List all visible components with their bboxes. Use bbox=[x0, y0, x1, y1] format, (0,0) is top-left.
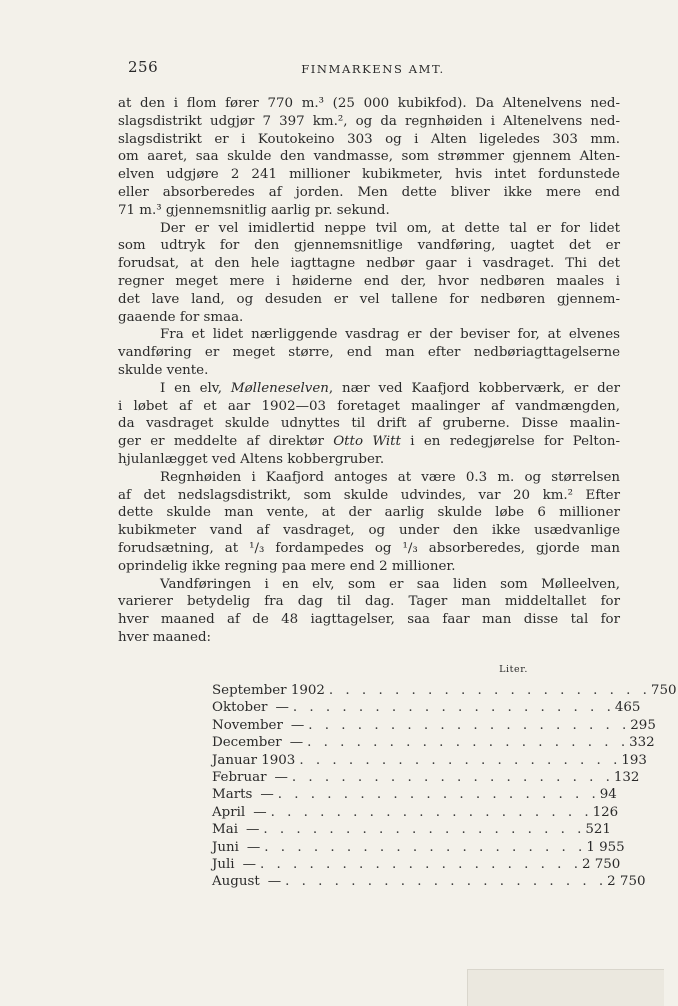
dot-leader: . . . . . . . . . . . . . . . . . . . . bbox=[299, 752, 622, 768]
body-text bbox=[118, 95, 620, 647]
liter-value: 465 bbox=[614, 700, 641, 716]
paragraph bbox=[118, 326, 620, 379]
line-box bbox=[118, 95, 620, 113]
line-box bbox=[118, 309, 620, 327]
text-line: i løbet af et aar 1902—03 foretaget maalinger af vandmængden, bbox=[118, 398, 620, 414]
dot-leader: . . . . . . . . . . . . . . . . . . . . bbox=[277, 787, 600, 803]
line-box bbox=[118, 184, 620, 202]
ditto-mark: — bbox=[275, 700, 289, 716]
page-number: 256 bbox=[128, 58, 159, 76]
page-header bbox=[118, 58, 628, 82]
text-line: oprindelig ikke regning paa mere end 2 millioner. bbox=[118, 558, 456, 574]
line-box bbox=[118, 522, 620, 540]
table-row bbox=[212, 682, 677, 699]
month-label: Mai bbox=[212, 822, 238, 838]
line-box bbox=[118, 220, 620, 238]
line-box bbox=[118, 255, 620, 273]
line-box bbox=[118, 131, 620, 149]
table-row bbox=[212, 699, 641, 716]
month-label: August bbox=[212, 874, 260, 890]
ditto-mark: — bbox=[260, 787, 274, 803]
monthly-discharge-table bbox=[212, 664, 677, 891]
table-row bbox=[212, 873, 646, 890]
text-line: da vasdraget skulde udnyttes til drift af gruberne. Disse maalin- bbox=[118, 416, 620, 432]
text-line: Regnhøiden i Kaafjord antoges at være 0.3 m. og størrelsen bbox=[160, 469, 620, 485]
liter-value: 2 750 bbox=[607, 874, 646, 890]
text-line: som udtryk for den gjennemsnitlige vandføring, uagtet det er bbox=[118, 238, 620, 254]
line-box bbox=[118, 576, 620, 594]
liter-value: 750 bbox=[650, 683, 677, 698]
running-title: FINMARKENS AMT. bbox=[301, 62, 445, 76]
dot-leader: . . . . . . . . . . . . . . . . . . . . bbox=[307, 735, 630, 751]
line-box bbox=[118, 415, 620, 433]
text-line: dette skulde man vente, at der aarlig skulde løbe 6 millioner bbox=[118, 505, 620, 521]
line-box bbox=[118, 380, 620, 398]
liter-value: 132 bbox=[613, 769, 640, 785]
dot-leader: . . . . . . . . . . . . . . . . . . . . bbox=[328, 683, 651, 698]
ditto-mark: — bbox=[289, 735, 304, 751]
paragraph bbox=[118, 95, 620, 220]
text-line: slagsdistrikt er i Koutokeino 303 og i Alten ligeledes 303 mm. bbox=[118, 131, 620, 147]
ditto-mark: — bbox=[290, 717, 305, 733]
ditto-mark: — bbox=[267, 874, 282, 890]
text-line: vandføring er meget større, end man efter nedbøriagttagelserne bbox=[118, 345, 620, 361]
text-line: eller absorberedes af jorden. Men dette bliver ikke mere end bbox=[118, 184, 620, 200]
line-box bbox=[118, 148, 620, 166]
ditto-mark: — bbox=[246, 839, 261, 855]
text-line: ger er meddelte af direktør Otto Witt i en redegjørelse for Pelton- bbox=[118, 434, 620, 450]
liter-value: 521 bbox=[585, 822, 611, 838]
line-box bbox=[118, 291, 620, 309]
table-row bbox=[212, 839, 625, 856]
dot-leader: . . . . . . . . . . . . . . . . . . . . bbox=[270, 804, 593, 820]
text-line: hver maaned af de 48 iagttagelser, saa faar man disse tal for bbox=[118, 612, 620, 628]
table-row bbox=[212, 786, 617, 803]
liter-value: 126 bbox=[592, 804, 619, 820]
month-label: Januar 1903 bbox=[212, 752, 296, 768]
dot-leader: . . . . . . . . . . . . . . . . . . . . bbox=[292, 700, 615, 716]
month-label: Februar bbox=[212, 769, 267, 785]
text-line: det lave land, og desuden er vel tallene for nedbøren gjennem- bbox=[118, 291, 620, 307]
line-box bbox=[118, 362, 620, 380]
ditto-mark: — bbox=[245, 822, 260, 838]
text-line: kubikmeter vand af vasdraget, og under den ikke usædvanlige bbox=[118, 523, 620, 539]
line-box bbox=[118, 398, 620, 416]
italic-name: Otto Witt bbox=[333, 434, 401, 450]
line-box bbox=[118, 433, 620, 451]
text-line: gaaende for smaa. bbox=[118, 309, 244, 325]
liter-value: 193 bbox=[621, 752, 647, 768]
text-line: af det nedslagsdistrikt, som skulde udvindes, var 20 km.² Efter bbox=[118, 487, 620, 503]
table-row bbox=[212, 804, 619, 821]
table-row bbox=[212, 734, 655, 751]
line-box bbox=[118, 558, 620, 576]
month-label: April bbox=[212, 804, 246, 820]
dot-leader: . . . . . . . . . . . . . . . . . . . . bbox=[291, 769, 614, 785]
month-label: Juli bbox=[212, 856, 235, 872]
text-line: varierer betydelig fra dag til dag. Tager man middeltallet for bbox=[118, 594, 620, 610]
month-label: Marts bbox=[212, 787, 253, 803]
text-line: Vandføringen i en elv, som er saa liden som Mølleelven, bbox=[160, 576, 620, 592]
ditto-mark: — bbox=[274, 769, 288, 785]
line-box bbox=[118, 273, 620, 291]
line-box bbox=[118, 629, 620, 647]
table-row bbox=[212, 717, 656, 734]
text-line: forudsætning, at ¹/₃ fordampedes og ¹/₃ absorberedes, gjorde man bbox=[118, 540, 620, 556]
text-line: hver maaned: bbox=[118, 629, 212, 645]
dot-leader: . . . . . . . . . . . . . . . . . . . . bbox=[308, 717, 631, 733]
text-line: 71 m.³ gjennemsnitlig aarlig pr. sekund. bbox=[118, 202, 390, 218]
text-line: slagsdistrikt udgjør 7 397 km.², og da regnhøiden i Altenelvens ned- bbox=[118, 113, 620, 129]
paragraph bbox=[118, 469, 620, 576]
table-row bbox=[212, 821, 611, 838]
table-row bbox=[212, 752, 647, 769]
line-box bbox=[118, 540, 620, 558]
table-unit-header: Liter. bbox=[499, 664, 528, 675]
text-line: skulde vente. bbox=[118, 362, 209, 378]
line-box bbox=[118, 326, 620, 344]
month-label: December bbox=[212, 735, 282, 751]
italic-name: Mølleneselven bbox=[230, 380, 329, 396]
text-line: hjulanlægget ved Altens kobbergruber. bbox=[118, 451, 385, 467]
line-box bbox=[118, 166, 620, 184]
ditto-mark: — bbox=[253, 804, 267, 820]
text-line: om aaret, saa skulde den vandmasse, som strømmer gjennem Alten- bbox=[118, 149, 620, 165]
line-box bbox=[118, 469, 620, 487]
paragraph bbox=[118, 380, 620, 469]
liter-value: 295 bbox=[630, 717, 656, 733]
page-corner-mark bbox=[467, 969, 664, 1006]
liter-value: 2 750 bbox=[581, 856, 621, 872]
line-box bbox=[118, 344, 620, 362]
liter-value: 1 955 bbox=[586, 839, 625, 855]
liter-value: 94 bbox=[599, 787, 617, 803]
text-line: at den i flom fører 770 m.³ (25 000 kubikfod). Da Altenelvens ned- bbox=[118, 96, 620, 111]
line-box bbox=[118, 202, 620, 220]
line-box bbox=[118, 611, 620, 629]
month-label: Juni bbox=[212, 839, 239, 855]
text-line: forudsat, at den hele iagttagne nedbør gaar i vasdraget. Thi det bbox=[118, 256, 620, 272]
ditto-mark: — bbox=[242, 856, 256, 872]
liter-value: 332 bbox=[629, 735, 655, 751]
line-box bbox=[118, 113, 620, 131]
text-line: elven udgjøre 2 241 millioner kubikmeter, hvis intet fordunstede bbox=[118, 167, 620, 183]
dot-leader: . . . . . . . . . . . . . . . . . . . . bbox=[263, 822, 586, 838]
paragraph bbox=[118, 220, 620, 327]
text-line: Fra et lidet nærliggende vasdrag er der beviser for, at elvenes bbox=[160, 327, 620, 343]
dot-leader: . . . . . . . . . . . . . . . . . . . . bbox=[285, 874, 608, 890]
line-box bbox=[118, 593, 620, 611]
table-rows bbox=[212, 682, 677, 891]
dot-leader: . . . . . . . . . . . . . . . . . . . . bbox=[264, 839, 587, 855]
line-box bbox=[118, 451, 620, 469]
text-line: Der er vel imidlertid neppe tvil om, at dette tal er for lidet bbox=[160, 220, 620, 236]
month-label: November bbox=[212, 717, 283, 733]
paragraph bbox=[118, 576, 620, 647]
dot-leader: . . . . . . . . . . . . . . . . . . . . bbox=[259, 856, 582, 872]
line-box bbox=[118, 487, 620, 505]
month-label: September 1902 bbox=[212, 683, 325, 698]
text-line: regner meget mere i høiderne end der, hvor nedbøren maales i bbox=[118, 273, 620, 289]
line-box bbox=[118, 504, 620, 522]
text-line: I en elv, Mølleneselven, nær ved Kaafjord kobberværk, er der bbox=[160, 380, 621, 396]
table-row bbox=[212, 769, 640, 786]
table-row bbox=[212, 856, 621, 873]
month-label: Oktober bbox=[212, 700, 268, 716]
line-box bbox=[118, 237, 620, 255]
